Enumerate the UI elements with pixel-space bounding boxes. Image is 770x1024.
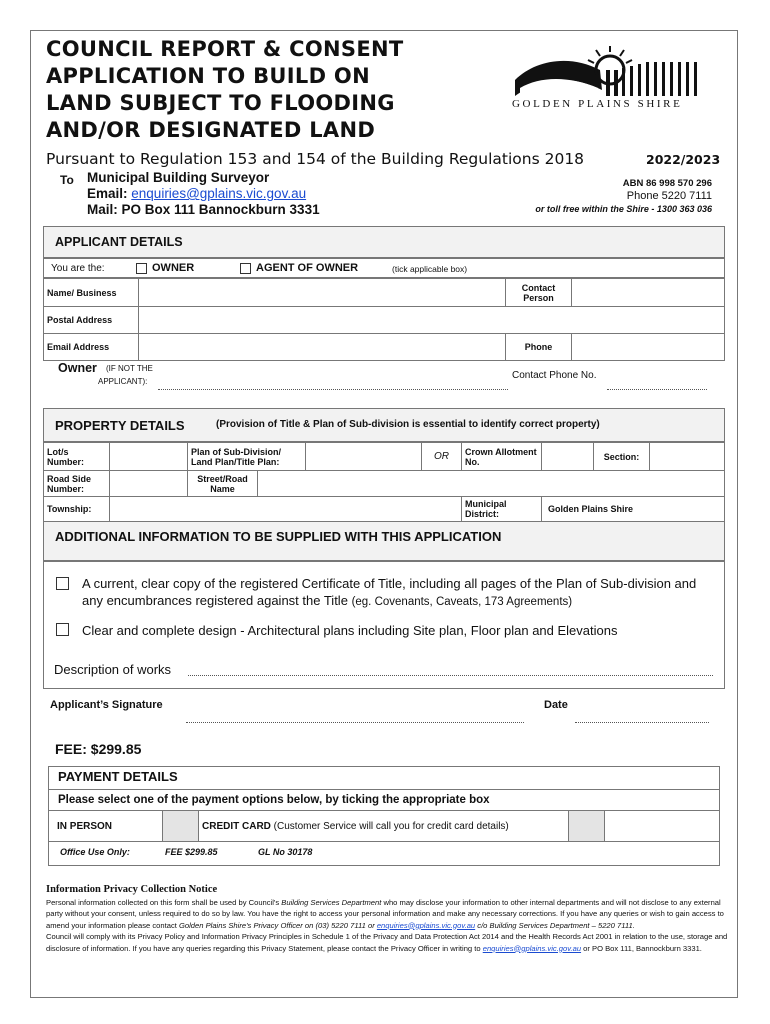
- title-line: LAND SUBJECT TO FLOODING: [46, 91, 395, 115]
- credit-card-checkbox[interactable]: [569, 811, 605, 842]
- to-label: To: [60, 173, 74, 187]
- privacy-text: who may disclose your information to other internal departments and will not disclose to any external party without your consent, unless required to do so by law. You have the right to access your personal information and make any necessary corrections. If you have any queries or wish to gain access to amend your information please contact: [46, 897, 724, 930]
- crown-allotment-field[interactable]: [542, 443, 594, 471]
- privacy-notice: [46, 884, 736, 954]
- privacy-text: Building Services Department: [281, 897, 382, 907]
- property-table-row3: [43, 496, 725, 522]
- phone-field[interactable]: [572, 334, 725, 361]
- fee-label: FEE: $299.85: [55, 741, 142, 757]
- applicant-role-row: [43, 258, 725, 278]
- additional-heading: ADDITIONAL INFORMATION TO BE SUPPLIED WITH THIS APPLICATION: [55, 529, 502, 544]
- privacy-text: Council will comply with its Privacy Policy and Information Privacy Principles in Schedule 1 of the Privacy and Data Protection Act 2014 and the Health Records Act 2001 in relation to the use, storage and disclosure of information. If you have any queries regarding this Privacy Statement, please contact the Privacy Officer in writing to: [46, 932, 728, 953]
- agent-checkbox[interactable]: [240, 263, 251, 274]
- owner-note: (IF NOT THE: [106, 364, 153, 373]
- title-copy-checkbox[interactable]: [56, 577, 69, 590]
- in-person-label: IN PERSON: [49, 811, 163, 842]
- name-business-label: Name/ Business: [44, 279, 139, 307]
- signature-line[interactable]: [186, 722, 524, 723]
- owner-checkbox[interactable]: [136, 263, 147, 274]
- contact-person-field[interactable]: [572, 279, 725, 307]
- date-line[interactable]: [575, 722, 709, 723]
- credit-card-note: (Customer Service will call you for credit card details): [273, 820, 509, 832]
- owner-name-line[interactable]: [158, 389, 508, 390]
- mail-address: Mail: PO Box 111 Bannockburn 3331: [87, 202, 320, 217]
- form-title: [46, 36, 466, 144]
- owner-label: Owner: [58, 361, 97, 375]
- or-text: OR: [422, 443, 462, 471]
- privacy-paragraph-2: [46, 931, 736, 954]
- applicant-heading: APPLICANT DETAILS: [55, 235, 183, 249]
- you-are-label: You are the:: [51, 263, 105, 274]
- privacy-text: Golden Plains Shire's Privacy Officer on (03) 5220 7111 or: [178, 920, 377, 930]
- council-phone: Phone 5220 7111: [626, 190, 712, 202]
- municipal-district-label: Municipal District:: [462, 497, 542, 522]
- contact-phone-label: Contact Phone No.: [512, 370, 597, 381]
- section-label: Section:: [594, 443, 650, 471]
- design-plans-text: Clear and complete design - Architectural plans including Site plan, Floor plan and Elevations: [82, 623, 618, 638]
- office-gl-number: GL No 30178: [258, 847, 313, 857]
- street-road-field[interactable]: [258, 471, 725, 497]
- privacy-text: c/o Building Services Department – 5220 7111.: [475, 920, 635, 930]
- description-of-works-label: Description of works: [54, 662, 172, 677]
- privacy-text: or PO Box 111, Bannockburn 3331.: [581, 943, 702, 953]
- design-plans-checkbox[interactable]: [56, 623, 69, 636]
- privacy-heading: Information Privacy Collection Notice: [46, 884, 218, 895]
- recipient-block: [87, 170, 320, 218]
- owner-note: APPLICANT):: [98, 377, 148, 386]
- road-side-label: Road Side Number:: [44, 471, 110, 497]
- township-field[interactable]: [110, 497, 462, 522]
- email-address-label: Email Address: [44, 334, 139, 361]
- property-table: [43, 442, 725, 471]
- title-copy-note: (eg. Covenants, Caveats, 173 Agreements): [351, 596, 573, 608]
- municipal-district-value: Golden Plains Shire: [542, 497, 725, 522]
- tick-hint: (tick applicable box): [392, 264, 468, 274]
- payment-divider: [48, 789, 720, 790]
- crown-allotment-label: Crown Allotment No.: [462, 443, 542, 471]
- abn: ABN 86 998 570 296: [622, 178, 712, 189]
- form-year: 2022/2023: [646, 152, 721, 167]
- applicant-section-header: [43, 226, 725, 258]
- road-side-field[interactable]: [110, 471, 188, 497]
- payment-instruction: Please select one of the payment options below, by ticking the appropriate box: [58, 794, 490, 806]
- privacy-email-link[interactable]: enquiries@gplains.vic.gov.au: [376, 920, 476, 930]
- title-copy-text: A current, clear copy of the registered Certificate of Title, including all pages of the Plan of Sub-division and any encumbrances registered against the Title: [82, 576, 697, 608]
- applicant-table: [43, 278, 725, 361]
- description-of-works-line[interactable]: [188, 675, 713, 676]
- privacy-text: Personal information collected on this form shall be used by Council's: [46, 897, 282, 907]
- title-line: COUNCIL REPORT & CONSENT: [46, 37, 404, 61]
- council-contact: [535, 177, 712, 216]
- privacy-email-link[interactable]: enquiries@gplains.vic.gov.au: [482, 943, 582, 953]
- property-heading: PROPERTY DETAILS: [55, 418, 185, 433]
- logo-text: GOLDEN PLAINS SHIRE: [512, 98, 683, 110]
- township-label: Township:: [44, 497, 110, 522]
- payment-options-table: [48, 810, 720, 842]
- property-table-row2: [43, 470, 725, 497]
- office-fee: FEE $299.85: [165, 847, 218, 857]
- lot-label: Lot/s Number:: [44, 443, 110, 471]
- postal-address-field[interactable]: [139, 307, 725, 334]
- agent-option[interactable]: [240, 262, 358, 274]
- contact-phone-line[interactable]: [607, 389, 707, 390]
- subtitle: Pursuant to Regulation 153 and 154 of the Building Regulations 2018: [46, 150, 585, 168]
- in-person-checkbox[interactable]: [163, 811, 199, 842]
- email-link[interactable]: enquiries@gplains.vic.gov.au: [131, 186, 307, 201]
- additional-section-header: [43, 521, 725, 561]
- credit-card-option: [199, 811, 569, 842]
- lot-field[interactable]: [110, 443, 188, 471]
- contact-person-label: Contact Person: [506, 279, 572, 307]
- recipient-name: Municipal Building Surveyor: [87, 170, 270, 185]
- payment-blank-cell: [605, 811, 720, 842]
- office-use-label: Office Use Only:: [60, 847, 130, 857]
- title-line: APPLICATION TO BUILD ON: [46, 64, 370, 88]
- title-copy-item: [82, 575, 712, 611]
- email-label: Email:: [87, 186, 128, 201]
- phone-label: Phone: [506, 334, 572, 361]
- plan-field[interactable]: [306, 443, 422, 471]
- privacy-paragraph-1: [46, 897, 736, 932]
- plan-label: Plan of Sub-Division/ Land Plan/Title Plan:: [188, 443, 306, 471]
- credit-card-label: CREDIT CARD: [202, 820, 271, 832]
- property-section-header: [43, 408, 725, 442]
- toll-free: or toll free within the Shire - 1300 363 036: [535, 204, 712, 214]
- title-line: AND/OR DESIGNATED LAND: [46, 118, 376, 142]
- street-road-label: Street/Road Name: [188, 471, 258, 497]
- date-label: Date: [544, 699, 568, 711]
- owner-option-label: OWNER: [152, 262, 195, 274]
- name-business-field[interactable]: [139, 279, 506, 307]
- postal-address-label: Postal Address: [44, 307, 139, 334]
- agent-option-label: AGENT OF OWNER: [256, 262, 359, 274]
- signature-label: Applicant’s Signature: [50, 699, 163, 711]
- email-address-field[interactable]: [139, 334, 506, 361]
- payment-heading: PAYMENT DETAILS: [58, 769, 178, 784]
- owner-option[interactable]: [136, 262, 194, 274]
- section-field[interactable]: [650, 443, 725, 471]
- property-heading-note: (Provision of Title & Plan of Sub-division is essential to identify correct property): [216, 419, 600, 430]
